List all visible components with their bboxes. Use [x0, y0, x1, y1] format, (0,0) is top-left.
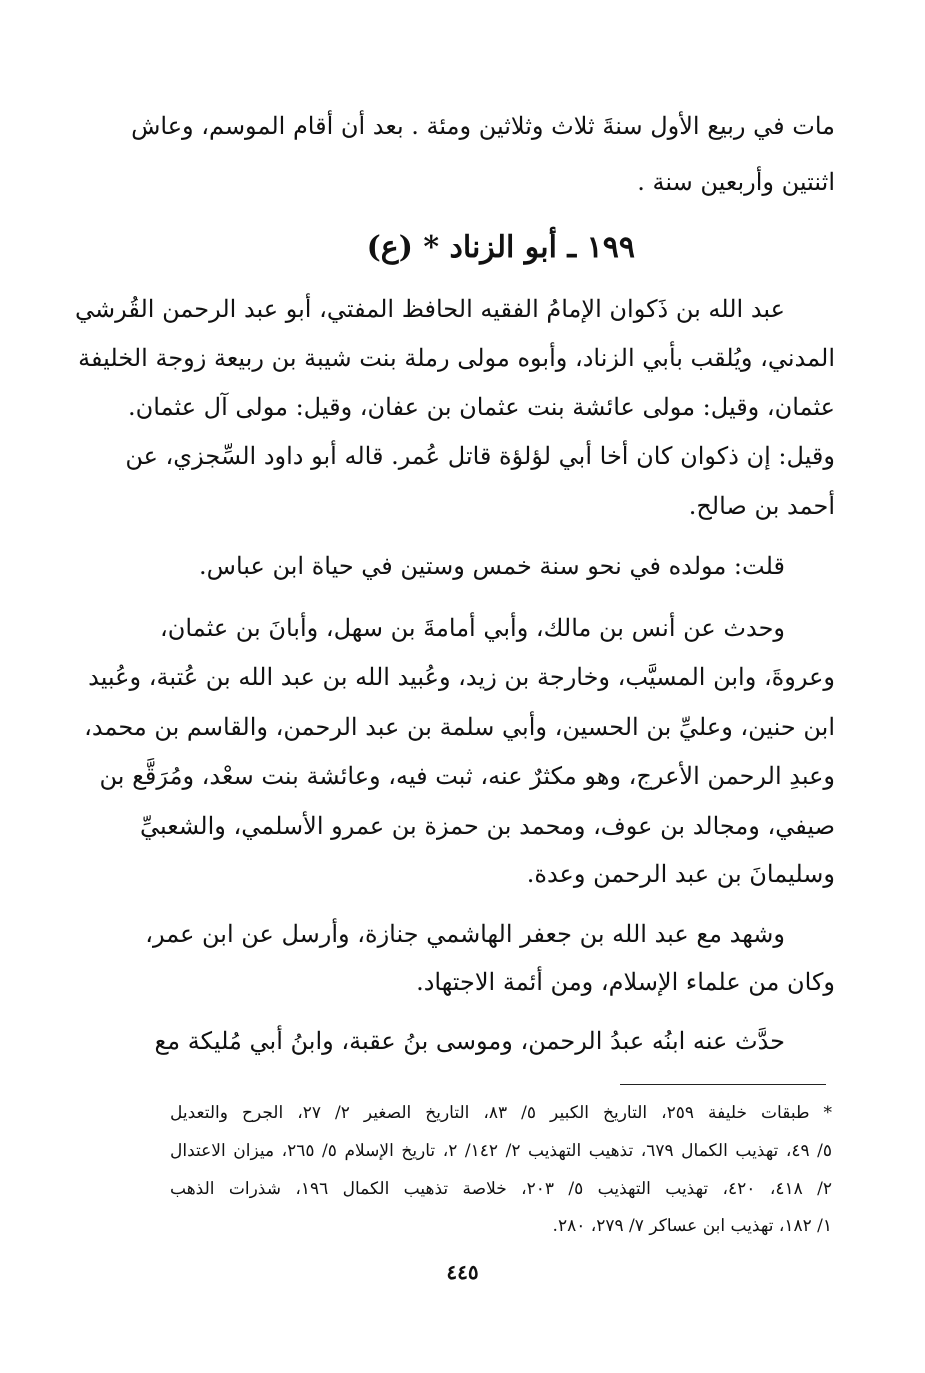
page-number: ٤٤٥	[446, 1260, 479, 1284]
footnote-line-2: ٥/ ٤٩، تهذيب الكمال ٦٧٩، تذهيب التهذيب ٢/ ١٤٢/ ٢، تاريخ الإسلام ٥/ ٢٦٥، ميزان الاعتدال	[170, 1141, 833, 1161]
footnote-line-3: ٢/ ٤١٨، ٤٢٠، تهذيب التهذيب ٥/ ٢٠٣، خلاصة تذهيب الكمال ١٩٦، شذرات الذهب	[170, 1179, 832, 1199]
paragraph-3-line-3: ابن حنين، وعليِّ بن الحسين، وأبي سلمة بن عبد الرحمن، والقاسم بن محمد،	[84, 713, 835, 741]
paragraph-1-line-4: وقيل: إن ذكوان كان أخا أبي لؤلؤة قاتل عُمر. قاله أبو داود السِّجزي، عن	[125, 442, 835, 470]
footnote-line-1: * طبقات خليفة ٢٥٩، التاريخ الكبير ٥/ ٨٣، التاريخ الصغير ٢/ ٢٧، الجرح والتعديل	[170, 1103, 833, 1123]
paragraph-3-line-6: وسليمانَ بن عبد الرحمن وعدة.	[526, 860, 835, 888]
paragraph-1-line-2: المدني، ويُلقب بأبي الزناد، وأبوه مولى رملة بنت شيبة بن ربيعة زوجة الخليفة	[78, 344, 835, 372]
paragraph-1-line-1: عبد الله بن ذَكوان الإمامُ الفقيه الحافظ المفتي، أبو عبد الرحمن القُرشي	[75, 295, 785, 323]
paragraph-3-line-5: صيفي، ومجالد بن عوف، ومحمد بن حمزة بن عمرو الأسلمي، والشعبيِّ	[140, 812, 835, 840]
paragraph-2-line-1: قلت: مولده في نحو سنة خمس وستين في حياة ابن عباس.	[199, 552, 785, 580]
paragraph-4-line-2: وكان من علماء الإسلام، ومن أئمة الاجتهاد.	[416, 968, 835, 996]
paragraph-3-line-1: وحدث عن أنس بن مالك، وأبي أمامةَ بن سهل، وأبانَ بن عثمان،	[160, 614, 785, 642]
entry-heading: ١٩٩ ـ أبو الزناد * (ع)	[366, 230, 635, 265]
continuation-line-2: اثنتين وأربعين سنة .	[637, 168, 835, 196]
paragraph-1-line-5: أحمد بن صالح.	[688, 492, 835, 520]
paragraph-3-line-4: وعبدِ الرحمن الأعرج، وهو مكثرٌ عنه، ثبت فيه، وعائشة بنت سعْد، ومُرَقَّع بن	[99, 762, 835, 790]
footnote-separator	[620, 1084, 826, 1085]
paragraph-5-line-1: حدَّث عنه ابنُه عبدُ الرحمن، وموسى بنُ عقبة، وابنُ أبي مُليكة مع	[154, 1027, 785, 1055]
continuation-line-1: مات في ربيع الأول سنةَ ثلاث وثلاثين ومئة . بعد أن أقام الموسم، وعاش	[131, 112, 835, 140]
paragraph-3-line-2: وعروةَ، وابن المسيَّب، وخارجة بن زيد، وعُبيد الله بن عبد الله بن عُتبة، وعُبيد	[88, 663, 835, 691]
paragraph-4-line-1: وشهد مع عبد الله بن جعفر الهاشمي جنازة، وأرسل عن ابن عمر،	[145, 920, 785, 948]
footnote-line-4: ١/ ١٨٢، تهذيب ابن عساكر ٧/ ٢٧٩، ٢٨٠.	[552, 1216, 832, 1236]
paragraph-1-line-3: عثمان، وقيل: مولى عائشة بنت عثمان بن عفان، وقيل: مولى آل عثمان.	[128, 393, 835, 421]
